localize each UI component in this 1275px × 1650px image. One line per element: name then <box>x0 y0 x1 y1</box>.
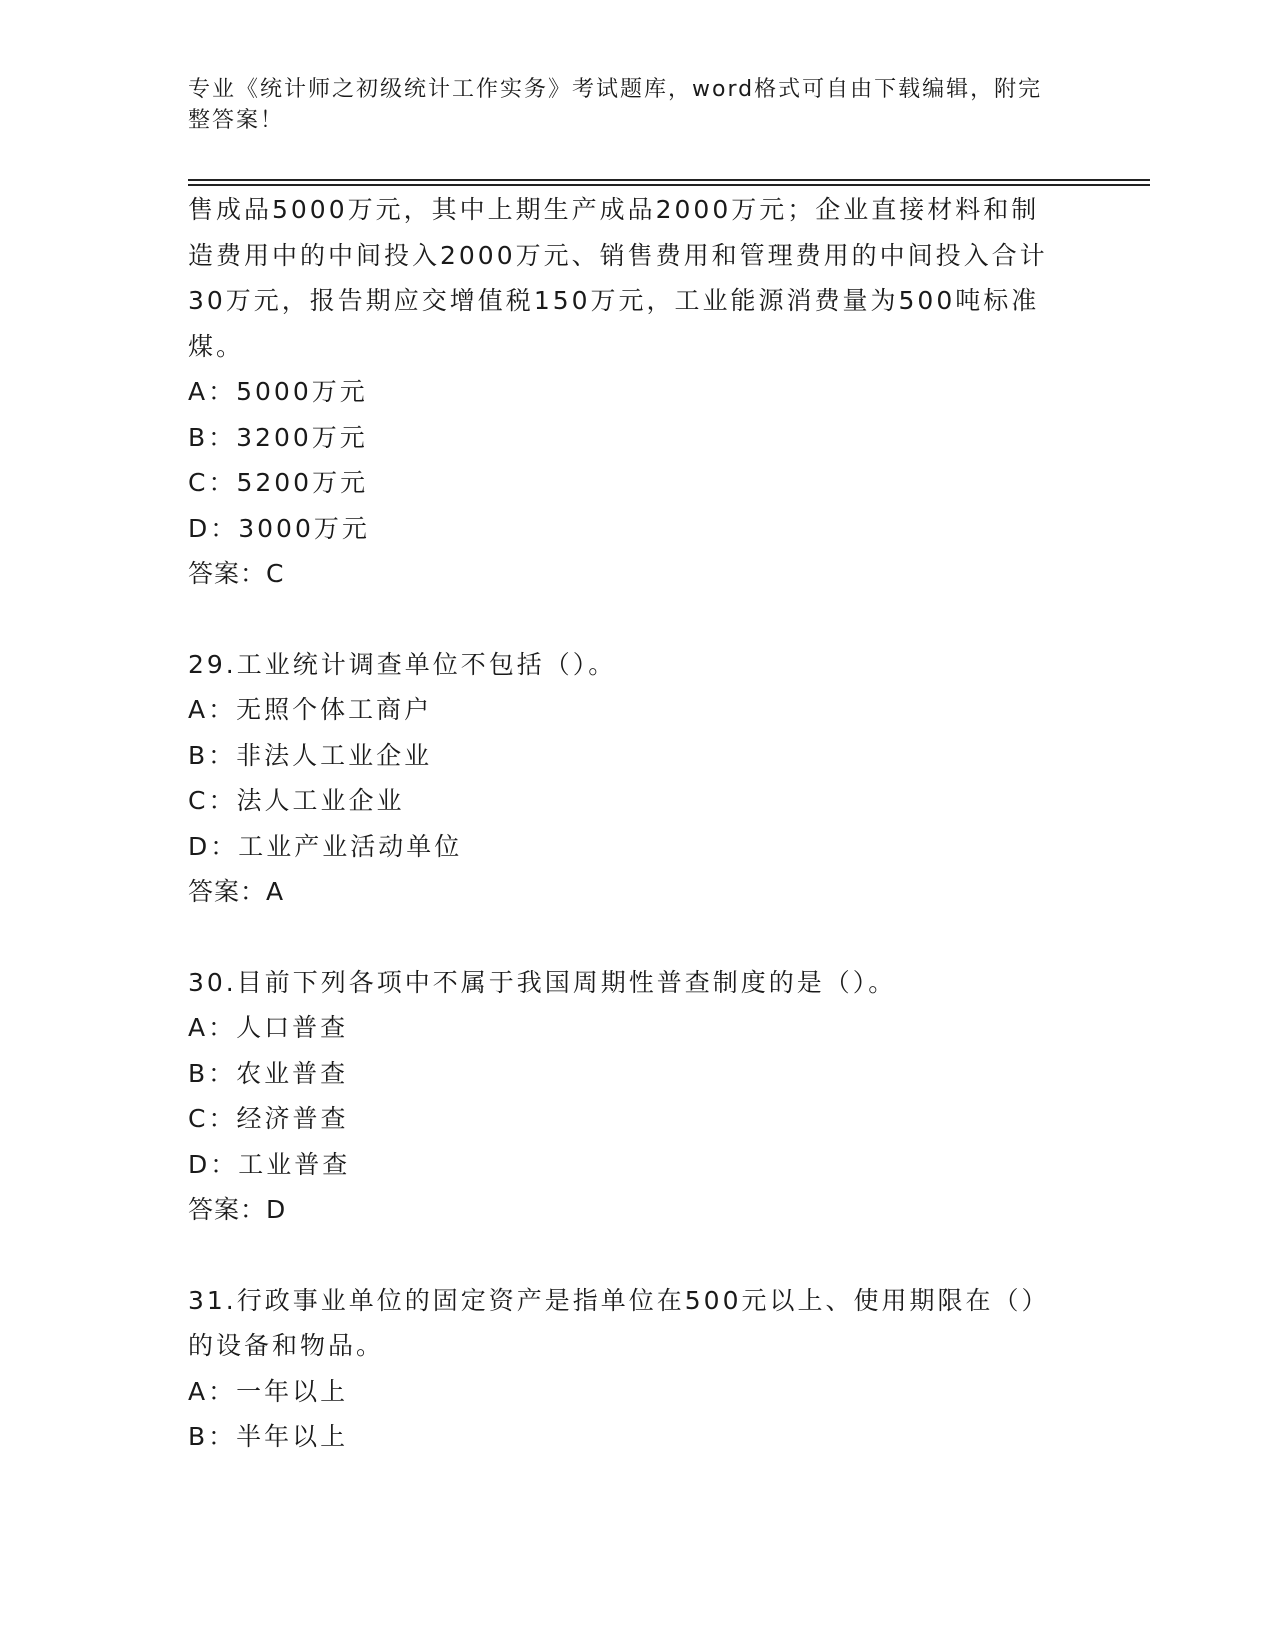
question-stem-line: 售成品5000万元，其中上期生产成品2000万元；企业直接材料和制 <box>188 195 1040 224</box>
question-list <box>188 187 1088 1460</box>
header-line-2: 整答案！ <box>188 108 285 133</box>
question-stem-line: 29.工业统计调查单位不包括（）。 <box>188 649 617 679</box>
answer-line: 答案：D <box>188 1195 287 1224</box>
header-rule-bottom <box>188 184 1150 186</box>
option-a: A：5000万元 <box>188 377 368 406</box>
option-d: D：工业普查 <box>188 1149 351 1179</box>
question-28 <box>188 187 1088 597</box>
question-30 <box>188 960 1088 1233</box>
header-line-1: 专业《统计师之初级统计工作实务》考试题库，word格式可自由下载编辑，附完 <box>188 77 1043 102</box>
option-b: B：3200万元 <box>188 422 368 452</box>
option-c: C：5200万元 <box>188 468 369 497</box>
answer-line: 答案：C <box>188 559 285 588</box>
option-a: A：无照个体工商户 <box>188 695 433 724</box>
option-b: B：非法人工业企业 <box>188 740 433 770</box>
header-rule-top <box>188 179 1150 181</box>
document-header <box>188 74 1068 136</box>
option-b: B：农业普查 <box>188 1058 349 1088</box>
option-d: D：工业产业活动单位 <box>188 831 463 861</box>
question-stem-line: 31.行政事业单位的固定资产是指单位在500元以上、使用期限在（） <box>188 1285 1050 1315</box>
option-d: D：3000万元 <box>188 513 370 543</box>
answer-line: 答案：A <box>188 877 285 906</box>
spacer <box>188 1233 1088 1278</box>
question-stem-line: 30万元，报告期应交增值税150万元，工业能源消费量为500吨标准 <box>188 286 1040 315</box>
option-b: B：半年以上 <box>188 1422 349 1451</box>
question-stem-line: 30.目前下列各项中不属于我国周期性普查制度的是（）。 <box>188 967 897 997</box>
option-c: C：经济普查 <box>188 1104 349 1133</box>
spacer <box>188 597 1088 642</box>
question-stem-line: 造费用中的中间投入2000万元、销售费用和管理费用的中间投入合计 <box>188 240 1048 270</box>
option-a: A：一年以上 <box>188 1376 349 1406</box>
question-31 <box>188 1278 1088 1460</box>
option-c: C：法人工业企业 <box>188 786 405 815</box>
question-stem-line: 煤。 <box>188 331 245 361</box>
question-stem-line: 的设备和物品。 <box>188 1331 385 1360</box>
option-a: A：人口普查 <box>188 1013 349 1042</box>
question-29 <box>188 642 1088 915</box>
spacer <box>188 915 1088 960</box>
